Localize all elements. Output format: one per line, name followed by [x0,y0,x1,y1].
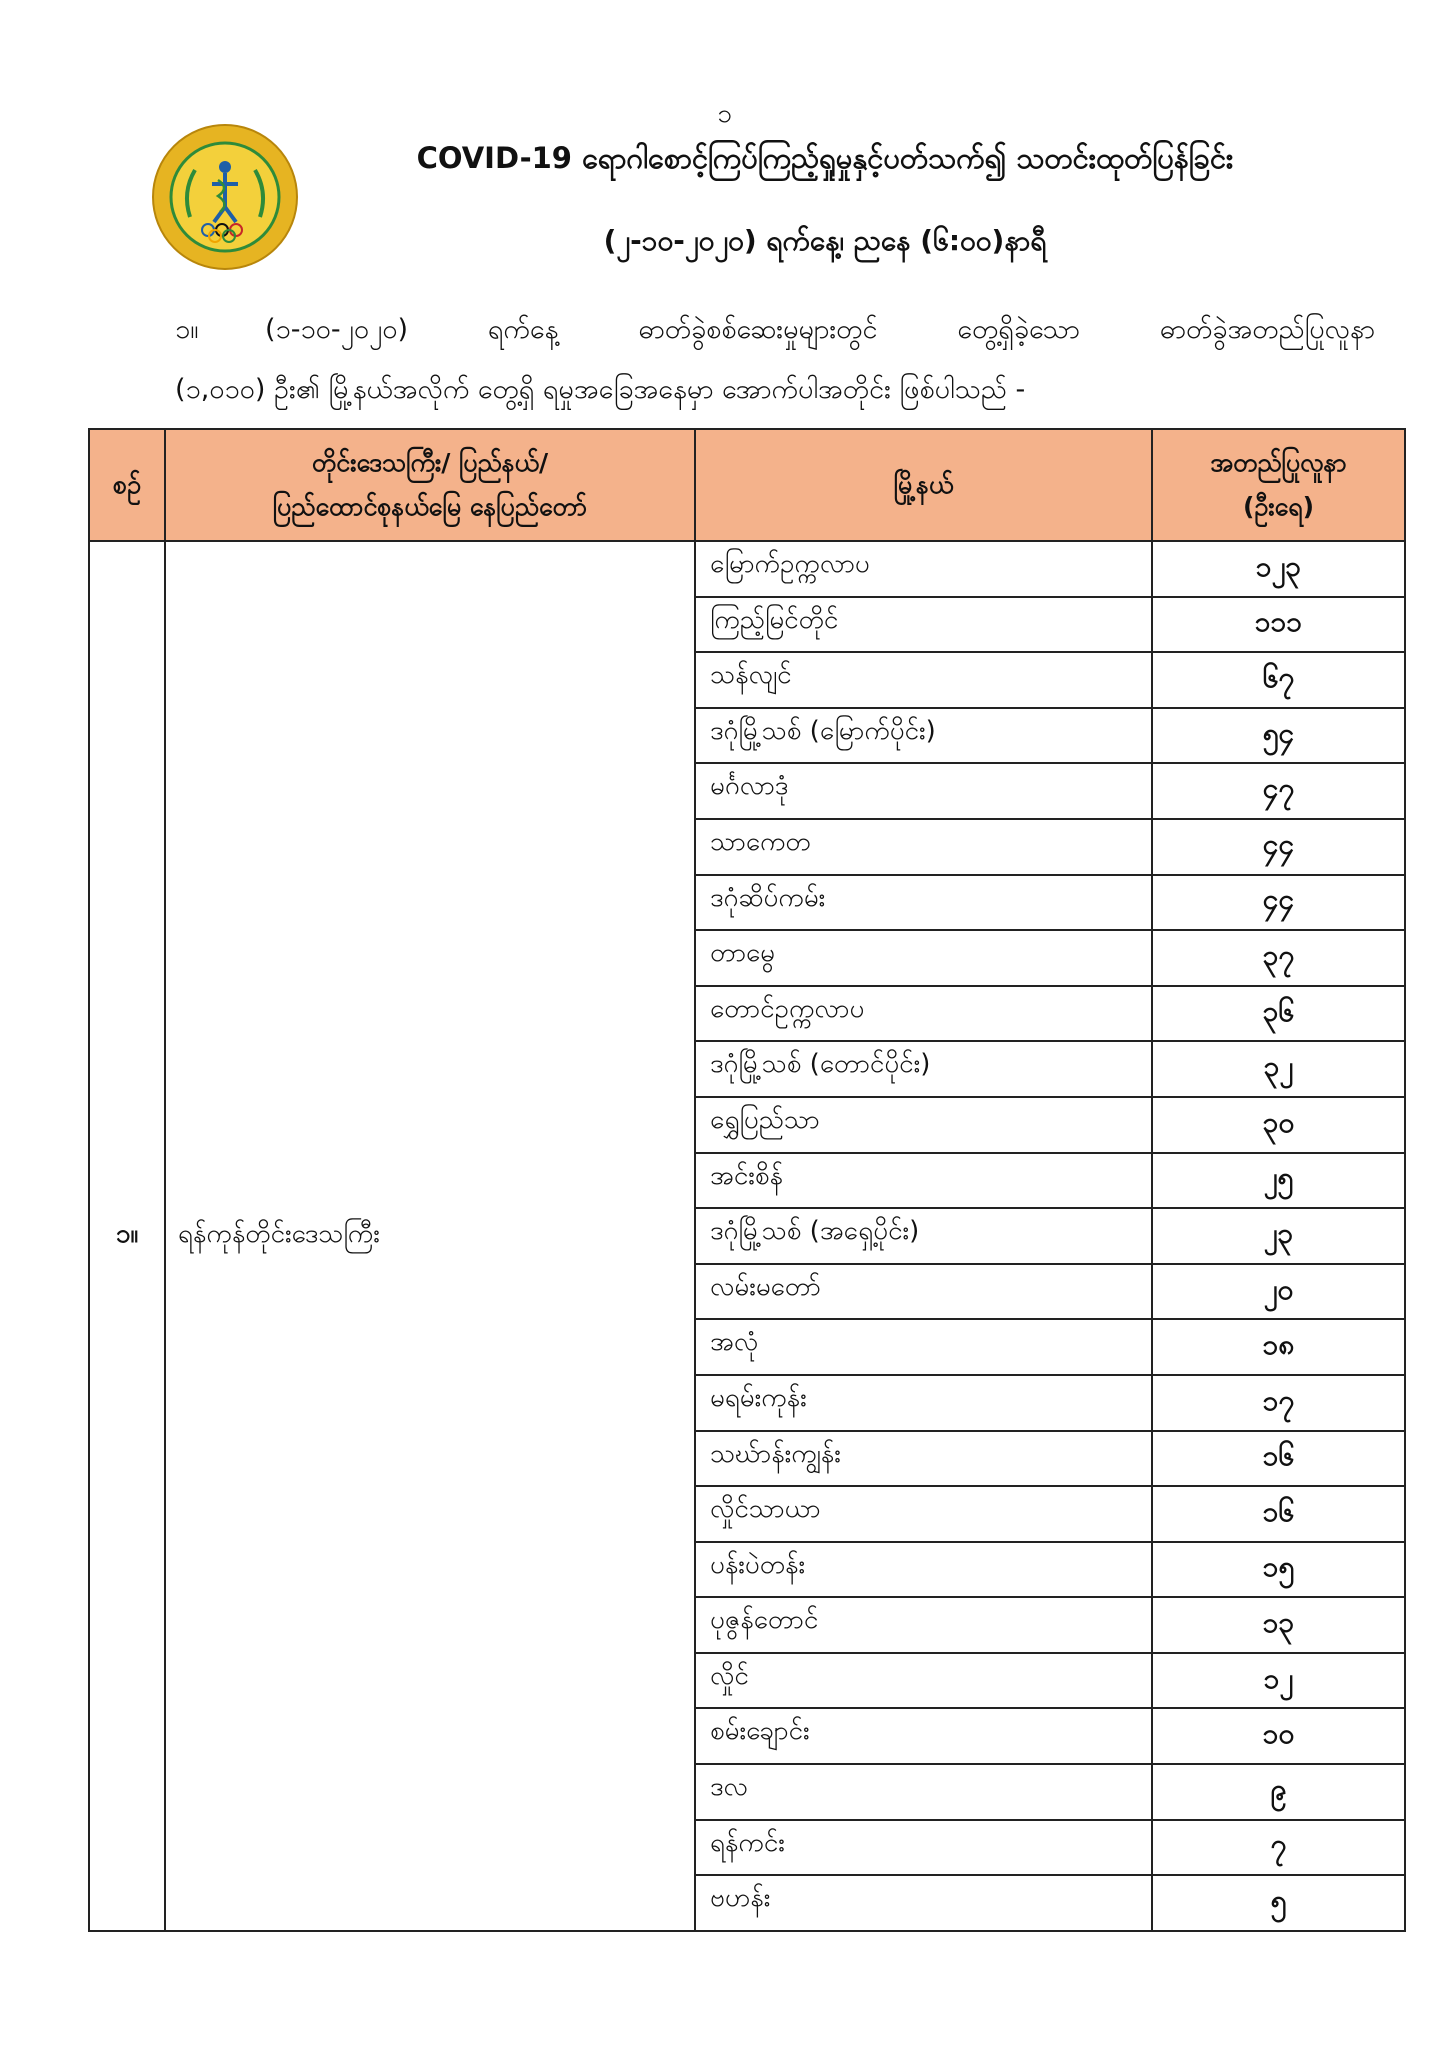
township-cell: မြောက်ဥက္ကလာပ [695,541,1152,597]
count-cell: ၃၂ [1152,1041,1405,1097]
count-cell: ၁၁၁ [1152,597,1405,653]
count-cell: ၁၇ [1152,1375,1405,1431]
township-cell: တာမွေ [695,930,1152,986]
header-region: တိုင်းဒေသကြီး/ ပြည်နယ်/ ပြည်ထောင်စုနယ်မြေ နေပြည်တော် [165,429,695,541]
count-cell: ၂၅ [1152,1153,1405,1209]
intro-number: ၁။ [175,314,199,345]
township-cell: ဒဂုံမြို့သစ် (မြောက်ပိုင်း) [695,708,1152,764]
count-cell: ၆၇ [1152,652,1405,708]
page-number: ၁ [717,99,732,129]
count-cell: ၃၆ [1152,986,1405,1042]
count-cell: ၁၆ [1152,1486,1405,1542]
ministry-seal-icon [150,122,300,272]
header-serial: စဉ် [89,429,165,541]
table-row [89,541,1405,597]
township-cell: ဒဂုံမြို့သစ် (အရှေ့ပိုင်း) [695,1208,1152,1264]
township-cell: သဃ်ာန်းကျွန်း [695,1431,1152,1487]
header-township: မြို့နယ် [695,429,1152,541]
township-cell: သန်လျင် [695,652,1152,708]
count-cell: ၁၆ [1152,1431,1405,1487]
township-cell: အင်းစိန် [695,1153,1152,1209]
header-count: အတည်ပြုလူနာ (ဦးရေ) [1152,429,1405,541]
township-cell: မရမ်းကုန်း [695,1375,1152,1431]
cases-table [88,428,1406,1932]
count-cell: ၅၄ [1152,708,1405,764]
count-cell: ၁၃ [1152,1597,1405,1653]
intro-text-1: (၁-၁၀-၂၀၂၀) ရက်နေ့ ဓာတ်ခွဲစစ်ဆေးမှုများတွင် တွေ့ရှိခဲ့သော ဓာတ်ခွဲအတည်ပြုလူနာ [265,314,1375,345]
page-title: COVID-19 ရောဂါစောင့်ကြပ်ကြည့်ရှုမှုနှင့်ပတ်သက်၍ သတင်းထုတ်ပြန်ခြင်း [416,141,1234,175]
count-cell: ၇ [1152,1820,1405,1876]
count-cell: ၃၇ [1152,930,1405,986]
township-cell: ရွှေပြည်သာ [695,1097,1152,1153]
count-cell: ၁၂၃ [1152,541,1405,597]
township-cell: လှိုင်သာယာ [695,1486,1152,1542]
ministry-logo [150,122,300,272]
serial-cell: ၁။ [89,541,165,1931]
township-cell: မင်္ဂလာဒုံ [695,763,1152,819]
intro-line-1 [175,300,1375,360]
township-cell: ပန်းပဲတန်း [695,1542,1152,1598]
township-cell: ပုဇွန်တောင် [695,1597,1152,1653]
count-cell: ၄၄ [1152,819,1405,875]
township-cell: စမ်းချောင်း [695,1708,1152,1764]
count-cell: ၃၀ [1152,1097,1405,1153]
township-cell: ကြည့်မြင်တိုင် [695,597,1152,653]
township-cell: လှိုင် [695,1653,1152,1709]
township-cell: ဒဂုံမြို့သစ် (တောင်ပိုင်း) [695,1041,1152,1097]
count-cell: ၁၅ [1152,1542,1405,1598]
table-header-row [89,429,1405,541]
intro-line-2: (၁,၀၁၀) ဦး၏ မြို့နယ်အလိုက် တွေ့ရှိ ရမှုအခြေအနေမှာ အောက်ပါအတိုင်း ဖြစ်ပါသည် - [175,374,1026,405]
count-cell: ၂၀ [1152,1264,1405,1320]
count-cell: ၅ [1152,1875,1405,1931]
township-cell: အလုံ [695,1319,1152,1375]
page-subtitle: (၂-၁၀-၂၀၂၀) ရက်နေ့၊ ညနေ (၆:၀၀)နာရီ [603,224,1047,257]
count-cell: ၄၇ [1152,763,1405,819]
township-cell: လမ်းမတော် [695,1264,1152,1320]
count-cell: ၁၈ [1152,1319,1405,1375]
township-cell: ရန်ကင်း [695,1820,1152,1876]
township-cell: သာကေတ [695,819,1152,875]
count-cell: ၉ [1152,1764,1405,1820]
intro-paragraph [175,300,1375,420]
region-cell: ရန်ကုန်တိုင်းဒေသကြီး [165,541,695,1931]
township-cell: တောင်ဥက္ကလာပ [695,986,1152,1042]
count-cell: ၂၃ [1152,1208,1405,1264]
count-cell: ၁၀ [1152,1708,1405,1764]
township-cell: ဒဂုံဆိပ်ကမ်း [695,875,1152,931]
count-cell: ၁၂ [1152,1653,1405,1709]
township-cell: ဒလ [695,1764,1152,1820]
township-cell: ဗဟန်း [695,1875,1152,1931]
count-cell: ၄၄ [1152,875,1405,931]
